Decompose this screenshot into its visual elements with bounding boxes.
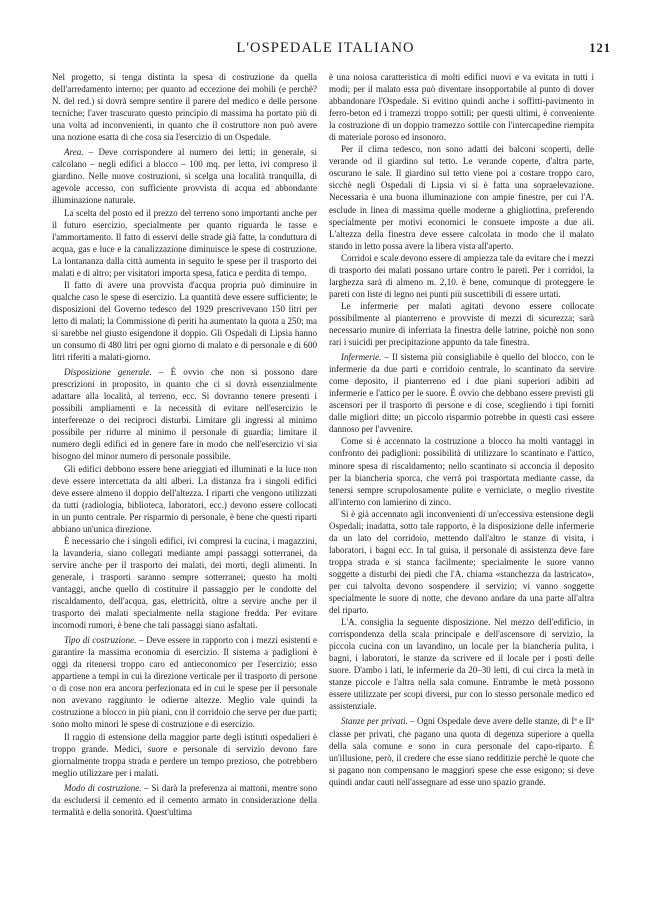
paragraph: Nel progetto, si tenga distinta la spesa di costruzione da quella dell'arredamento interno; per quanto ad eccezione dei mobili (e perchè? N. del red.) si dovrà sempre sentire il parere del medico e delle persone tecniche; l'aver trascurato questo principio di massima ha portato più di una volta ad inconvenienti, in quanto che il costruttore non può avere una nozione esatta di che cosa sia l'esercizio di un Ospedale.	[52, 72, 317, 143]
page-header	[40, 40, 611, 62]
paragraph-area: Area. – Deve corrispondere al numero dei letti; in generale, si calcolano – negli edifici a blocco – 100 mq. per letto, ivi compreso il giardino. Nelle nuove costruzioni, si scelga una località tranquilla, di agevole accesso, con sufficiente provvista di acqua ed abbondante illuminazione naturale.	[52, 147, 317, 206]
page-number: 121	[589, 41, 611, 55]
paragraph: è una noiosa caratteristica di molti edifici nuovi e va evitata in tutti i modi; per il malato essa può diventare insopportabile al punto di dover abbandonare l'Ospedale. Si evitino quindi anche i soffitti-pavimento in ferro-beton ed i tramezzi troppo sottili; per questi ultimi, è conveniente la costruzione di un doppio tramezzo sottile con l'intercapedine riempita di materiale poroso ed insonoro.	[329, 72, 594, 143]
right-column	[329, 71, 594, 871]
paragraph-infermerie: Infermerie. – Il sistema più consigliabile è quello del blocco, con le infermerie da due parti e corridoio centrale, lo scantinato da servire come deposito, il pianterreno ed i due piani superiori adibiti ad infermerie e l'attico per le suore. È ovvio che debbano essere previsti gli ascensori per il trasporto di persone e di cose, scegliendo i tipi forniti dalle migliori ditte; un piccolo risparmio potrebbe in questi casi essere dannoso per l'avvenire.	[329, 352, 594, 435]
running-title: L'OSPEDALE ITALIANO	[236, 40, 415, 56]
paragraph: Corridoi e scale devono essere di ampiezza tale da evitare che i mezzi di trasporto dei malati possano urtare contro le pareti. Per i corridoi, la larghezza sarà di almeno m. 2,10. è bene, comunque di proteggere le pareti con liste di legno nei punti più suscettibili di essere urtati.	[329, 252, 594, 299]
paragraph: Il fatto di avere una provvista d'acqua propria può diminuire in qualche caso le spese di esercizio. La quantità deve essere sufficiente; le disposizioni del Governo tedesco del 1929 prescrivevano 150 litri per letto di malati; la Commissione di periti ha aumentato la quota a 250; ma si sarebbe nel giusto esigendone il doppio. Gli Ospedali di Lipsia hanno un consumo di 480 litri per ogni giorno di malato e di personale e di 600 litri riferiti a malati-giorno.	[52, 279, 317, 363]
paragraph: Le infermerie per malati agitati devono essere collocate possibilmente al pianterreno e provviste di mezzi di sicurezza; sarà necessario munire di inferriata la finestra delle latrine, poichè non sono rari i suicidi per precipitazione appunto da tale finestra.	[329, 300, 594, 348]
run-in-heading: Tipo di costruzione.	[64, 635, 137, 646]
run-in-heading: Area.	[64, 147, 84, 158]
left-column	[52, 71, 317, 871]
run-in-heading: Infermerie.	[341, 352, 382, 363]
paragraph: Gli edifici debbono essere bene arieggiati ed illuminati e la luce non deve essere intercettata da alti alberi. La distanza fra i singoli edifici deve essere almeno il doppio dell'altezza. I riparti che vengono utilizzati da tutti (radiologia, biblioteca, laboratori, ecc.) devono essere collocati in un punto centrale. Per risparmio di personale, è bene che questi riparti abbiano un'unica direzione.	[52, 463, 317, 534]
paragraph: Si è già accennato agli inconvenienti di un'eccessiva estensione degli Ospedali; inadatta, sotto tale rapporto, è la disposizione delle infermerie da un lato del corridoio, mettendo dall'altro le stanze di visita, i laboratori, i bagni ecc. In tal guisa, il personale di assistenza deve fare troppa strada e si stanca facilmente; specialmente le suore vanno soggette a disturbi dei piedi che l'A. chiama «stanchezza da lastricato», per cui talvolta devono sospendere il servizio; vi vanno soggette specialmente le suore di notte, che devono andare da una parte all'altra del riparto.	[329, 508, 594, 616]
paragraph: Per il clima tedesco, non sono adatti dei balconi scoperti, delle verande od il giardino sul tetto. Le verande coperte, d'altra parte, oscurano le sale. Il giardino sul tetto viene poi a costare troppo caro, sicchè negli Ospedali di Lipsia vi si è fatta una sopraelevazione. Necessaria è una buona illuminazione con ampie finestre, per cui l'A. esclude in linea di massima quelle moderne a ghigliottina, preferendo specialmente per motivi economici le consuete imposte a due ali. L'altezza della finestra deve essere calcolata in modo che il malato stando in letto possa avere la libera vista all'aperto.	[329, 144, 594, 251]
paragraph: L'A. consiglia la seguente disposizione. Nel mezzo dell'edificio, in corrispondenza della scala principale e dell'ascensore di servizio, la piccola cucina con un lavandino, un locale per la biancheria pulita, i bagni, i laboratori, le stanze da scrivere ed il locale per i posti delle suore. D'ambo i lati, le infermerie da 20–30 letti, di cui circa la metà in stanze piccole e l'altra nella sala comune. Entrambe le metà possono essere utilizzate per scopi diversi, pur con lo stesso personale medico ed assistenziale.	[329, 617, 594, 712]
paragraph-tipo-di-costruzione: Tipo di costruzione. – Deve essere in rapporto con i mezzi esistenti e garantire la massima economia di esercizio. Il sistema a padiglioni è oggi da ritenersi troppo caro ed antieconomico per l'esercizio; esso appartiene a tempi in cui la direzione verticale per il trasporto di persone o di cose non era ancora perfezionata ed in cui le spese per il personale non avevano raggiunto le odierne altezze. Meglio vale quindi la costruzione a blocco in più piani, con il corridoio che serve per due parti; sono molto minori le spese di costruzione e di esercizio.	[52, 635, 317, 730]
paragraph: È necessario che i singoli edifici, ivi compresi la cucina, i magazzini, la lavanderia, siano collegati mediante ampi passaggi sotterranei, da servire anche per il trasporto dei malati, dei morti, degli alimenti. In generale, i trasporti saranno sempre sotterranei; questo ha molti vantaggi, anche quello di costituire il passaggio per le condotte del riscaldamento, dell'acqua, gas, elettricità, oltre a servire anche per il trasporto dei malati specialmente nella stagione fredda. Per evitare incomodi rumori, è bene che tali passaggi siano asfaltati.	[52, 535, 317, 631]
paragraph: Come si è accennato la costruzione a blocco ha molti vantaggi in confronto dei padiglioni: possibilità di utilizzare lo scantinato e l'attico, minore spesa di riscaldamento; nello scantinato si acconcia il deposito per la biancheria sporca, che verrà poi trasportata mediante casse, da tenersi sempre scrupolosamente pulite e verniciate, o meglio rivestite all'interno con lamierino di zinco.	[329, 436, 594, 507]
paragraph: Il raggio di estensione della maggior parte degli istituti ospedalieri è troppo grande. Medici, suore e personale di servizio devono fare giornalmente troppa strada e perdere un tempo prezioso, che potrebbero meglio utilizzare per i malati.	[52, 731, 317, 778]
run-in-heading: Disposizione generale.	[64, 367, 152, 378]
run-in-heading: Stanze per privati.	[341, 716, 408, 727]
paragraph: La scelta del posto ed il prezzo del terreno sono importanti anche per il futuro esercizio, specialmente per quanto riguarda le tasse e l'ammortamento. Il fatto di esservi delle strade già fatte, la conduttura di acqua, gas e luce e la canalizzazione diminuisce le spese di costruzione. La lontananza dalla città aumenta in seguito le spese per il trasporto dei malati e di altro; per visitatori importa spesa, fatica e perdita di tempo.	[52, 207, 317, 278]
run-in-heading: Modo di costruzione.	[64, 782, 142, 793]
paragraph-stanze-per-privati: Stanze per privati. – Ogni Ospedale deve avere delle stanze, di Iª e IIª classe per privati, che pagano una quota di degenza superiore a quella della sala comune e sono in cura personale del capo-riparto. È un'illusione, però, il credere che esse siano redditizie perchè le quote che si pagano non compensano le maggiori spese che esse esigono; si deve quindi andar cauti nell'assegnare ad esse uno spazio grande.	[329, 716, 594, 787]
paragraph-modo-di-costruzione: Modo di costruzione. – Si darà la preferenza ai mattoni, mentre sono da escludersi il cemento ed il cemento armato in considerazione della termalità e della sonorità. Quest'ultima	[52, 782, 317, 817]
paragraph-disposizione-generale: Disposizione generale. – È ovvio che non si possono dare prescrizioni in proposito, in quanto che ci si dovrà essenzialmente adattare alla località, al terreno, ecc. Si dovranno tenere presenti i possibili ampliamenti e la necessità di evitare nell'esercizio le interferenze o dei reciproci disturbi. Limitare gli ingressi al minimo possibile per ridurre al minimo il personale di guardia; limitare il numero degli edifici ed in genere fare in modo che nell'esercizio vi sia bisogno del minor numero di personale possibile.	[52, 367, 317, 462]
